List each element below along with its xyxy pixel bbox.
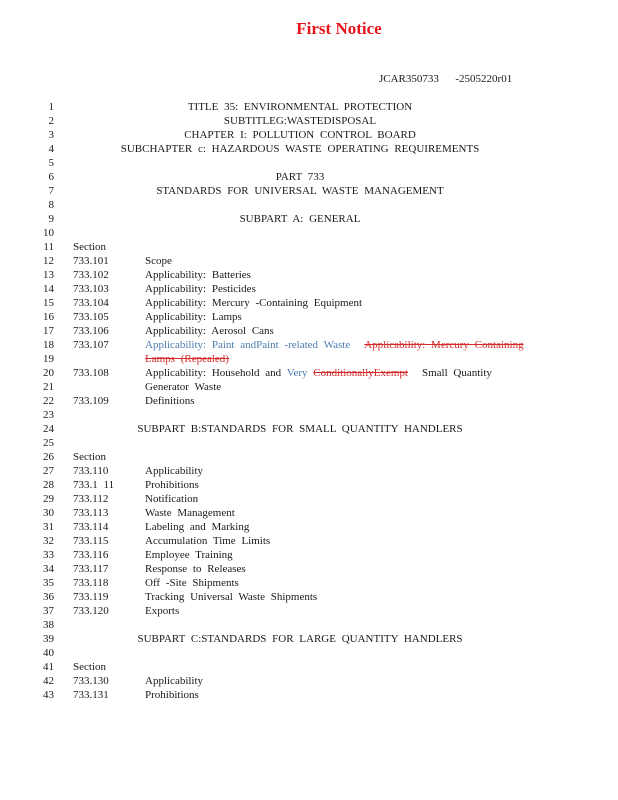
section-label: Section (73, 241, 106, 253)
section-number: 733.101 (73, 255, 109, 267)
line-number: 3 (48, 129, 54, 141)
section-number: 733.1 11 (73, 479, 115, 491)
section-number: 733.102 (73, 269, 109, 281)
section-title: Scope (145, 255, 172, 267)
section-number: 733.114 (73, 521, 109, 533)
section-label: Section (73, 451, 106, 463)
deleted-text: Lamps (Repealed) (145, 353, 229, 365)
section-label: Section (73, 661, 106, 673)
section-number: 733.119 (73, 591, 109, 603)
section-number: 733.104 (73, 297, 109, 309)
section-title: Applicability (145, 675, 204, 687)
section-title: Prohibitions (145, 479, 199, 491)
section-number: 733.120 (73, 605, 109, 617)
section-number: 733.103 (73, 283, 109, 295)
line-number: 6 (48, 171, 54, 183)
line-number: 32 (43, 535, 54, 547)
line-number: 1 (48, 101, 54, 113)
line-number: 8 (48, 199, 54, 211)
section-number: 733.115 (73, 535, 109, 547)
line-number: 18 (43, 339, 54, 351)
section-title-amended-cont (145, 353, 229, 366)
subpart-b-heading: SUBPART B:STANDARDS FOR SMALL QUANTITY HANDLERS (137, 423, 463, 435)
subtitle-heading: SUBTITLEG:WASTEDISPOSAL (223, 115, 377, 127)
line-number: 5 (48, 157, 54, 169)
section-title: Applicability: Mercury -Containing Equipment (145, 297, 363, 309)
line-number: 22 (43, 395, 54, 407)
document-id: JCAR350733 -2505220r01 (379, 73, 513, 85)
section-number: 733.113 (73, 507, 109, 519)
section-title: Applicability (145, 465, 204, 477)
section-title: Applicability: Pesticides (145, 283, 256, 295)
section-number: 733.105 (73, 311, 109, 323)
line-number: 43 (43, 689, 54, 701)
line-number: 19 (43, 353, 54, 365)
section-number: 733.117 (73, 563, 109, 575)
line-number: 26 (43, 451, 54, 463)
section-title-cont: Generator Waste (145, 381, 222, 393)
line-number: 33 (43, 549, 54, 561)
chapter-heading: CHAPTER I: POLLUTION CONTROL BOARD (184, 129, 416, 141)
line-number: 28 (43, 479, 54, 491)
part-heading: PART 733 (275, 171, 325, 183)
title-heading: TITLE 35: ENVIRONMENTAL PROTECTION (187, 101, 413, 113)
line-number: 34 (43, 563, 54, 575)
section-title-amended (145, 367, 492, 380)
section-title: Labeling and Marking (145, 521, 250, 533)
section-number: 733.108 (73, 367, 109, 379)
section-number: 733.116 (73, 549, 109, 561)
line-number: 23 (43, 409, 54, 421)
line-number: 39 (43, 633, 54, 645)
line-number: 36 (43, 591, 54, 603)
section-number: 733.107 (73, 339, 109, 351)
section-title: Definitions (145, 395, 195, 407)
section-number: 733.112 (73, 493, 109, 505)
line-number: 11 (43, 241, 54, 253)
section-title-text: Applicability: Household and (145, 367, 282, 379)
section-title: Applicability: Lamps (145, 311, 242, 323)
section-title: Prohibitions (145, 689, 199, 701)
line-number: 21 (43, 381, 54, 393)
line-number: 4 (48, 143, 54, 155)
first-notice-heading: First Notice (296, 19, 382, 38)
line-number: 9 (48, 213, 54, 225)
section-number: 733.106 (73, 325, 109, 337)
section-title: Notification (145, 493, 199, 505)
section-title: Waste Management (145, 507, 235, 519)
line-number: 16 (43, 311, 54, 323)
section-number: 733.130 (73, 675, 109, 687)
line-number: 37 (43, 605, 54, 617)
section-title: Employee Training (145, 549, 233, 561)
line-number: 27 (43, 465, 54, 477)
line-number: 24 (43, 423, 54, 435)
line-number: 12 (43, 255, 54, 267)
line-number: 10 (43, 227, 54, 239)
section-title: Exports (145, 605, 180, 617)
inserted-text: Applicability: Paint andPaint -related Waste (145, 339, 351, 351)
line-number: 25 (43, 437, 54, 449)
deleted-text: Applicability: Mercury Containing (364, 339, 524, 351)
line-number: 20 (43, 367, 54, 379)
section-title: Accumulation Time Limits (145, 535, 271, 547)
section-title: Applicability: Aerosol Cans (145, 325, 274, 337)
line-number: 15 (43, 297, 54, 309)
section-title-text: Small Quantity (421, 367, 492, 379)
section-number: 733.110 (73, 465, 109, 477)
line-number: 30 (43, 507, 54, 519)
section-title-amended (145, 339, 524, 352)
section-title: Applicability: Batteries (145, 269, 251, 281)
deleted-text: ConditionallyExempt (313, 367, 408, 379)
line-number: 14 (43, 283, 54, 295)
line-number: 42 (43, 675, 54, 687)
line-number: 2 (48, 115, 54, 127)
part-title: STANDARDS FOR UNIVERSAL WASTE MANAGEMENT (156, 185, 444, 197)
section-title: Response to Releases (145, 563, 246, 575)
line-number: 29 (43, 493, 54, 505)
line-number: 17 (43, 325, 54, 337)
line-number: 7 (48, 185, 54, 197)
section-number: 733.131 (73, 689, 109, 701)
subpart-c-heading: SUBPART C:STANDARDS FOR LARGE QUANTITY HANDLERS (137, 633, 463, 645)
line-number: 40 (43, 647, 54, 659)
section-title: Off -Site Shipments (145, 577, 239, 589)
line-number: 31 (43, 521, 54, 533)
line-number: 41 (43, 661, 54, 673)
section-number: 733.109 (73, 395, 109, 407)
inserted-text: Very (286, 367, 308, 379)
section-title: Tracking Universal Waste Shipments (145, 591, 318, 603)
line-number: 13 (43, 269, 54, 281)
line-number: 35 (43, 577, 54, 589)
section-number: 733.118 (73, 577, 109, 589)
subchapter-heading: SUBCHAPTER c: HAZARDOUS WASTE OPERATING REQUIREMENTS (120, 143, 480, 155)
line-number: 38 (43, 619, 54, 631)
subpart-a-heading: SUBPART A: GENERAL (239, 213, 361, 225)
